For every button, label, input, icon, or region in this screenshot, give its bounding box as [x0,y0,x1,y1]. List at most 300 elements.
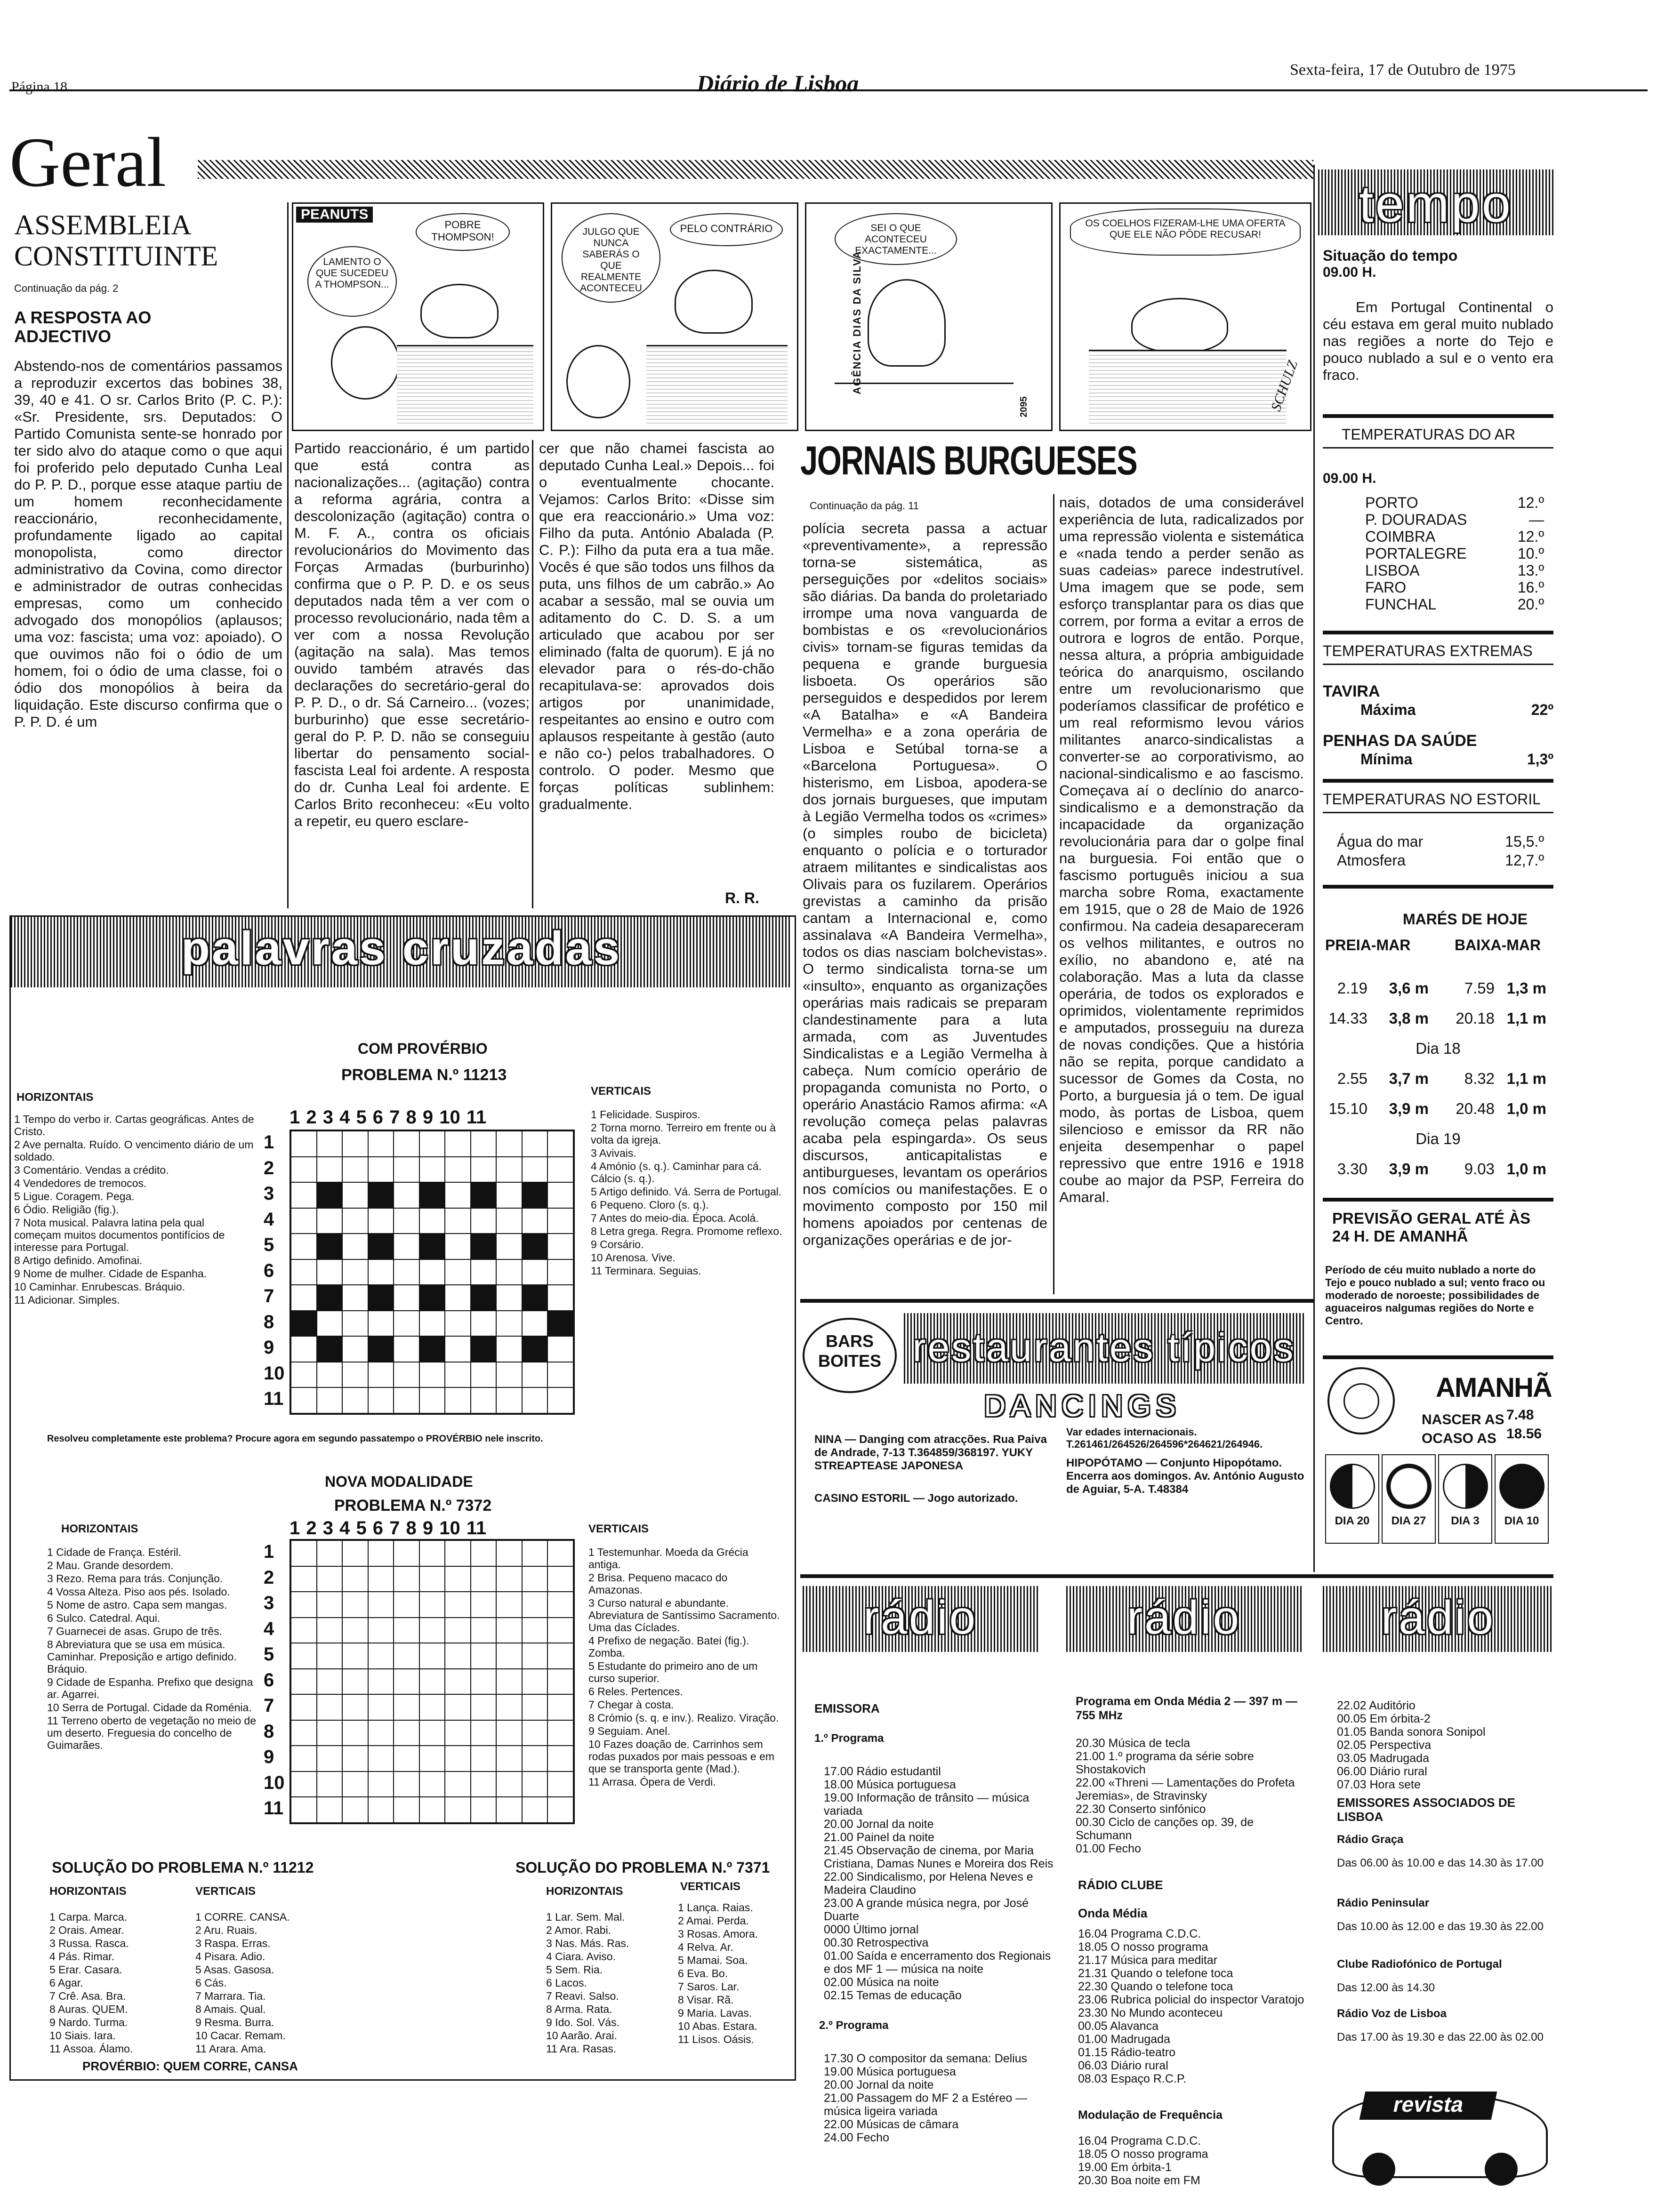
grid-cell[interactable] [342,1694,368,1720]
grid-cell[interactable] [291,1234,317,1259]
wheel-icon [1362,2153,1395,2186]
grid-cell[interactable] [394,1746,419,1771]
grid-cell[interactable] [394,1285,419,1311]
assembleia-continuation: Continuação da pág. 2 [14,282,119,294]
grid-cell[interactable] [317,1259,343,1285]
grid-cell[interactable] [317,1720,343,1746]
grid-cell[interactable] [342,1540,368,1566]
grid-cell[interactable] [547,1618,573,1643]
grid-cell[interactable] [368,1362,394,1388]
grid-block [317,1285,343,1311]
grid-cell[interactable] [368,1797,394,1823]
crossword-grid-2[interactable] [290,1539,575,1824]
grid-block [317,1234,343,1259]
row-number: 10 [264,1362,285,1384]
crossword-grid-1[interactable] [290,1130,575,1415]
solution-entry: 10 Cacar. Remam. [195,2029,286,2042]
grid-cell[interactable] [496,1618,522,1643]
grid-cell[interactable] [522,1771,548,1797]
grid-cell[interactable] [419,1208,445,1234]
grid-cell[interactable] [368,1720,394,1746]
snoopy-figure [868,279,946,367]
grid-cell[interactable] [445,1746,471,1771]
solution-entry: 4 Ciara. Aviso. [546,1950,616,1963]
grid-cell[interactable] [342,1259,368,1285]
grid-cell[interactable] [291,1540,317,1566]
grid-cell[interactable] [342,1234,368,1259]
grid-cell[interactable] [547,1234,573,1259]
grid-cell[interactable] [394,1234,419,1259]
grid-cell[interactable] [317,1694,343,1720]
grid-cell[interactable] [522,1694,548,1720]
grid-cell[interactable] [522,1157,548,1183]
grid-cell[interactable] [547,1592,573,1618]
row-number: 6 [264,1669,274,1691]
grid-cell[interactable] [342,1566,368,1592]
grid-cell[interactable] [471,1259,497,1285]
grid-cell[interactable] [471,1797,497,1823]
restaurantes-banner [904,1313,1304,1384]
previsao-title: PREVISÃO GERAL ATÉ ÀS 24 H. DE AMANHÃ [1332,1210,1531,1245]
row-number: 11 [264,1388,284,1409]
temp-ar-hora: 09.00 H. [1323,471,1376,486]
grid-cell[interactable] [547,1387,573,1413]
grid-cell[interactable] [419,1618,445,1643]
grid-cell[interactable] [471,1131,497,1157]
grid-cell[interactable] [419,1311,445,1337]
crossword-banner-title: palavras cruzadas [181,922,622,975]
rule [1323,885,1553,889]
grid-cell[interactable] [471,1694,497,1720]
grid-cell[interactable] [291,1592,317,1618]
clube-rad-times: Das 12.00 às 14.30 [1337,1981,1435,1994]
grid-cell[interactable] [471,1362,497,1388]
grid-cell[interactable] [547,1797,573,1823]
grid-cell[interactable] [547,1771,573,1797]
grid-cell[interactable] [496,1566,522,1592]
grid-cell[interactable] [445,1157,471,1183]
grid-cell[interactable] [522,1259,548,1285]
grid-cell[interactable] [445,1643,471,1669]
grid-cell[interactable] [342,1362,368,1388]
grid-cell[interactable] [291,1797,317,1823]
grid-cell[interactable] [496,1720,522,1746]
grid-cell[interactable] [445,1720,471,1746]
grid-cell[interactable] [394,1771,419,1797]
grid-cell[interactable] [291,1694,317,1720]
clue-vertical: 7 Antes do meio-dia. Época. Acolá. [591,1212,759,1224]
grid-cell[interactable] [522,1362,548,1388]
p2-verticais-label: VERTICAIS [588,1523,649,1535]
estoril-listing: CASINO ESTORIL — Jogo autorizado. [814,1492,1018,1505]
extremas-title: TEMPERATURAS EXTREMAS [1323,642,1533,659]
grid-cell[interactable] [445,1234,471,1259]
solution-entry: 4 Pás. Rimar. [49,1950,115,1963]
grid-cell[interactable] [394,1566,419,1592]
grid-cell[interactable] [317,1797,343,1823]
grid-cell[interactable] [419,1592,445,1618]
grid-cell[interactable] [368,1208,394,1234]
grid-cell[interactable] [317,1771,343,1797]
grid-cell[interactable] [547,1694,573,1720]
grid-cell[interactable] [496,1387,522,1413]
grid-block [471,1285,497,1311]
grid-cell[interactable] [317,1566,343,1592]
grid-cell[interactable] [394,1694,419,1720]
grid-cell[interactable] [291,1336,317,1362]
tide-row [1325,1130,1551,1148]
temperature-row [1365,545,1544,562]
grid-cell[interactable] [445,1387,471,1413]
grid-cell[interactable] [471,1566,497,1592]
grid-cell[interactable] [394,1182,419,1208]
grid-cell[interactable] [342,1797,368,1823]
grid-cell[interactable] [394,1643,419,1669]
grid-cell[interactable] [342,1387,368,1413]
radio-entry: 19.00 Em órbita-1 [1078,2161,1172,2174]
grid-cell[interactable] [471,1157,497,1183]
grid-cell[interactable] [342,1208,368,1234]
grid-cell[interactable] [445,1311,471,1337]
grid-cell[interactable] [419,1259,445,1285]
clue-vertical: 1 Testemunhar. Moeda da Grécia antiga. [588,1546,748,1571]
grid-cell[interactable] [342,1592,368,1618]
grid-cell[interactable] [317,1311,343,1337]
grid-cell[interactable] [445,1540,471,1566]
grid-cell[interactable] [496,1208,522,1234]
grid-cell[interactable] [317,1540,343,1566]
p1-column-numbers: 1 2 3 4 5 6 7 8 9 10 11 [290,1107,487,1128]
grid-cell[interactable] [496,1234,522,1259]
tide-cell: 2.55 [1337,1070,1367,1087]
grid-cell[interactable] [394,1362,419,1388]
grid-cell[interactable] [368,1771,394,1797]
grid-cell[interactable] [496,1182,522,1208]
grid-cell[interactable] [291,1182,317,1208]
grid-cell[interactable] [496,1771,522,1797]
grid-cell[interactable] [342,1746,368,1771]
grid-cell[interactable] [394,1259,419,1285]
grid-cell[interactable] [394,1592,419,1618]
grid-cell[interactable] [368,1643,394,1669]
grid-cell[interactable] [368,1746,394,1771]
grid-cell[interactable] [317,1643,343,1669]
p1-horizontais-label: HORIZONTAIS [16,1091,94,1104]
grid-cell[interactable] [291,1285,317,1311]
grid-cell[interactable] [291,1643,317,1669]
grid-cell[interactable] [419,1387,445,1413]
nascer-value: 7.48 [1506,1407,1534,1423]
grid-cell[interactable] [445,1182,471,1208]
grid-cell[interactable] [291,1157,317,1183]
grid-cell[interactable] [547,1285,573,1311]
grid-cell[interactable] [522,1669,548,1695]
sol1-h-label: HORIZONTAIS [49,1885,127,1898]
solution-entry: 4 Relva. Ar. [678,1941,733,1953]
grid-cell[interactable] [368,1618,394,1643]
grid-cell[interactable] [317,1131,343,1157]
bars-badge [803,1318,897,1393]
sol2-vertical [678,1901,791,2046]
penhas-label: PENHAS DA SAÚDE [1323,732,1477,750]
grid-cell[interactable] [291,1618,317,1643]
tide-cell: 1,0 m [1506,1160,1546,1178]
grid-cell[interactable] [445,1618,471,1643]
grid-cell[interactable] [394,1131,419,1157]
grid-cell[interactable] [547,1259,573,1285]
radio-entry: 20.30 Boa noite em FM [1078,2174,1200,2187]
grid-cell[interactable] [496,1797,522,1823]
programa1-title: 1.º Programa [814,1732,884,1745]
grid-cell[interactable] [547,1131,573,1157]
grid-cell[interactable] [394,1797,419,1823]
grid-cell[interactable] [368,1694,394,1720]
clue-vertical: 8 Letra grega. Regra. Promome reflexo. [591,1225,782,1237]
grid-cell[interactable] [445,1669,471,1695]
solution-entry: 6 Lacos. [546,1977,587,1989]
grid-cell[interactable] [547,1643,573,1669]
grid-cell[interactable] [496,1669,522,1695]
grid-block [522,1336,548,1362]
grid-cell[interactable] [291,1566,317,1592]
radio-entry: 22.30 Quando o telefone toca [1078,1980,1233,1993]
grid-cell[interactable] [445,1285,471,1311]
solution-entry: 9 Nardo. Turma. [49,2016,128,2028]
grid-cell[interactable] [496,1540,522,1566]
grid-cell[interactable] [342,1720,368,1746]
grid-cell[interactable] [471,1311,497,1337]
grid-cell[interactable] [496,1311,522,1337]
grid-cell[interactable] [342,1182,368,1208]
grid-cell[interactable] [342,1669,368,1695]
grid-cell[interactable] [317,1746,343,1771]
grid-cell[interactable] [547,1566,573,1592]
solution-entry: 2 Orais. Amear. [49,1924,124,1936]
grid-cell[interactable] [471,1720,497,1746]
grid-cell[interactable] [471,1746,497,1771]
grid-cell[interactable] [547,1182,573,1208]
grid-cell[interactable] [342,1157,368,1183]
grid-cell[interactable] [547,1669,573,1695]
voz-times: Das 17.00 às 19.30 e das 22.00 às 02.00 [1337,2031,1544,2044]
situacao-texto: Em Portugal Continental o céu estava em geral muito nublado nas regiões a norte do Tejo e pouco nublado a sul e o vento era fraco. [1323,299,1553,383]
rule [1323,812,1553,813]
grid-cell[interactable] [342,1311,368,1337]
grid-cell[interactable] [419,1643,445,1669]
grid-cell[interactable] [522,1387,548,1413]
grid-cell[interactable] [471,1387,497,1413]
grid-cell[interactable] [522,1746,548,1771]
grid-cell[interactable] [445,1771,471,1797]
radio-entry: 0000 Último jornal [824,1923,919,1936]
grid-cell[interactable] [342,1285,368,1311]
grid-cell[interactable] [342,1643,368,1669]
clue-vertical: 11 Arrasa. Ópera de Verdi. [588,1776,716,1788]
grid-cell[interactable] [291,1208,317,1234]
grid-cell[interactable] [445,1208,471,1234]
grid-cell[interactable] [419,1797,445,1823]
grid-cell[interactable] [368,1592,394,1618]
grid-cell[interactable] [394,1669,419,1695]
grid-cell[interactable] [496,1592,522,1618]
grid-cell[interactable] [394,1387,419,1413]
grid-cell[interactable] [317,1208,343,1234]
maxima-value: 22º [1531,701,1553,718]
grid-cell[interactable] [522,1592,548,1618]
grid-cell[interactable] [317,1618,343,1643]
moon-phase [1382,1454,1436,1544]
p1-horizontal-clues [14,1113,254,1307]
grid-cell[interactable] [522,1618,548,1643]
grid-cell[interactable] [419,1694,445,1720]
grid-cell[interactable] [471,1618,497,1643]
grid-cell[interactable] [522,1720,548,1746]
grid-cell[interactable] [291,1131,317,1157]
grid-cell[interactable] [471,1771,497,1797]
grid-cell[interactable] [394,1157,419,1183]
grid-cell[interactable] [368,1387,394,1413]
grid-cell[interactable] [522,1643,548,1669]
grid-cell[interactable] [291,1746,317,1771]
grid-cell[interactable] [445,1566,471,1592]
grid-cell[interactable] [291,1259,317,1285]
grid-cell[interactable] [342,1771,368,1797]
restaurantes-banner-title: restaurantes típicos [912,1325,1295,1370]
grid-cell[interactable] [547,1336,573,1362]
grid-cell[interactable] [394,1618,419,1643]
grid-cell[interactable] [496,1157,522,1183]
grid-cell[interactable] [394,1311,419,1337]
grid-cell[interactable] [547,1362,573,1388]
grid-cell[interactable] [419,1566,445,1592]
grid-cell[interactable] [419,1771,445,1797]
grid-cell[interactable] [419,1720,445,1746]
tide-cell: 1,3 m [1506,979,1546,997]
grid-cell[interactable] [522,1311,548,1337]
grid-cell[interactable] [496,1259,522,1285]
grid-cell[interactable] [317,1387,343,1413]
grid-cell[interactable] [419,1540,445,1566]
grid-cell[interactable] [291,1771,317,1797]
situacao-title: Situação do tempo [1323,247,1458,264]
grid-cell[interactable] [445,1694,471,1720]
grid-cell[interactable] [368,1131,394,1157]
proverbio-solution: PROVÉRBIO: QUEM CORRE, CANSA [82,2059,298,2073]
grid-cell[interactable] [445,1259,471,1285]
grid-cell[interactable] [522,1208,548,1234]
grid-cell[interactable] [496,1746,522,1771]
grid-cell[interactable] [368,1669,394,1695]
jornais-continuation: Continuação da pág. 11 [810,500,919,512]
grid-cell[interactable] [419,1746,445,1771]
solution-entry: 8 Amais. Qual. [195,2003,266,2015]
grid-cell[interactable] [547,1157,573,1183]
sol1-title: SOLUÇÃO DO PROBLEMA N.º 11212 [52,1859,314,1876]
maxima-label: Máxima [1360,701,1416,718]
clue-horizontal: 2 Ave pernalta. Ruído. O vencimento diário de um soldado. [14,1138,254,1163]
grid-cell[interactable] [547,1746,573,1771]
grid-cell[interactable] [317,1157,343,1183]
grid-cell[interactable] [471,1592,497,1618]
grid-cell[interactable] [445,1592,471,1618]
moon-icon [1386,1464,1432,1509]
grid-cell[interactable] [317,1362,343,1388]
doghouse-roof [646,345,788,426]
grid-cell[interactable] [522,1797,548,1823]
clue-vertical: 2 Torna morno. Terreiro em frente ou à volta da igreja. [591,1122,776,1146]
grid-cell[interactable] [445,1797,471,1823]
grid-cell[interactable] [368,1259,394,1285]
clue-vertical: 5 Estudante do primeiro ano de um curso superior. [588,1660,758,1684]
radio-entry: 00.05 Em órbita-2 [1337,1712,1431,1725]
grid-cell[interactable] [317,1592,343,1618]
grid-cell[interactable] [496,1694,522,1720]
amanha-title: AMANHÃ [1436,1372,1552,1403]
grid-cell[interactable] [394,1540,419,1566]
grid-cell[interactable] [496,1131,522,1157]
rule [1323,1355,1553,1359]
radio-col-2b [1078,1927,1313,2085]
grid-cell[interactable] [291,1387,317,1413]
grid-cell[interactable] [368,1566,394,1592]
grid-cell[interactable] [547,1720,573,1746]
grid-cell[interactable] [342,1336,368,1362]
row-number: 10 [264,1772,285,1793]
grid-cell[interactable] [522,1566,548,1592]
grid-cell[interactable] [368,1157,394,1183]
grid-cell[interactable] [342,1131,368,1157]
solution-entry: 11 Assoa. Álamo. [49,2043,133,2055]
assembleia-col-1: Abstendo-nos de comentários passamos a reproduzir excertos das bobines 38, 39, 40 e 41. O sr. Carlos Brito (P. C. P.): «Sr. Presidente, srs. Deputados: O Partido Comunista sente-se honrado por ter sido alvo do ataque como o que aqui foi proferido pelo deputado Cunha Leal do P. P. D., porque esse ataque partiu de um homem reconhecidamente reaccionário, reconhecidamente, profundamente ligado ao capital monopolista, como director administrativo da Covina, como director e administrador de outras conhecidas empresas, como um conhecido advogado dos monopólios (aplausos; uma voz: fascista; uma voz: apoiado). O que ouvimos não foi o ódio de um homem, foi o ódio de uma classe, foi o ódio dos monopólios à beira da liquidação. Este discurso confirma que o P. P. D. é um [14,358,282,730]
grid-cell[interactable] [291,1720,317,1746]
grid-cell[interactable] [394,1336,419,1362]
grid-cell[interactable] [496,1362,522,1388]
grid-cell[interactable] [368,1311,394,1337]
grid-cell[interactable] [471,1208,497,1234]
grid-cell[interactable] [471,1643,497,1669]
grid-cell[interactable] [522,1540,548,1566]
grid-cell[interactable] [471,1669,497,1695]
minima-row [1360,751,1553,768]
grid-cell[interactable] [317,1669,343,1695]
grid-cell[interactable] [394,1208,419,1234]
radio-banner-1 [803,1586,1038,1652]
grid-cell[interactable] [445,1336,471,1362]
grid-cell[interactable] [496,1336,522,1362]
grid-cell[interactable] [394,1720,419,1746]
grid-cell[interactable] [419,1669,445,1695]
tide-day: Dia 19 [1416,1130,1461,1147]
grid-cell[interactable] [445,1362,471,1388]
tide-cell: 15.10 [1328,1100,1367,1117]
tide-cell: 3,7 m [1389,1070,1429,1087]
grid-cell[interactable] [547,1208,573,1234]
grid-cell[interactable] [368,1540,394,1566]
grid-cell[interactable] [471,1540,497,1566]
grid-cell[interactable] [291,1669,317,1695]
grid-cell[interactable] [291,1362,317,1388]
grid-cell[interactable] [419,1157,445,1183]
grid-cell[interactable] [342,1618,368,1643]
grid-cell[interactable] [496,1643,522,1669]
grid-cell[interactable] [547,1540,573,1566]
grid-cell[interactable] [445,1131,471,1157]
grid-cell[interactable] [496,1285,522,1311]
grid-cell[interactable] [419,1362,445,1388]
graca-title: Rádio Graça [1337,1833,1404,1846]
grid-cell[interactable] [522,1131,548,1157]
grid-cell[interactable] [419,1131,445,1157]
